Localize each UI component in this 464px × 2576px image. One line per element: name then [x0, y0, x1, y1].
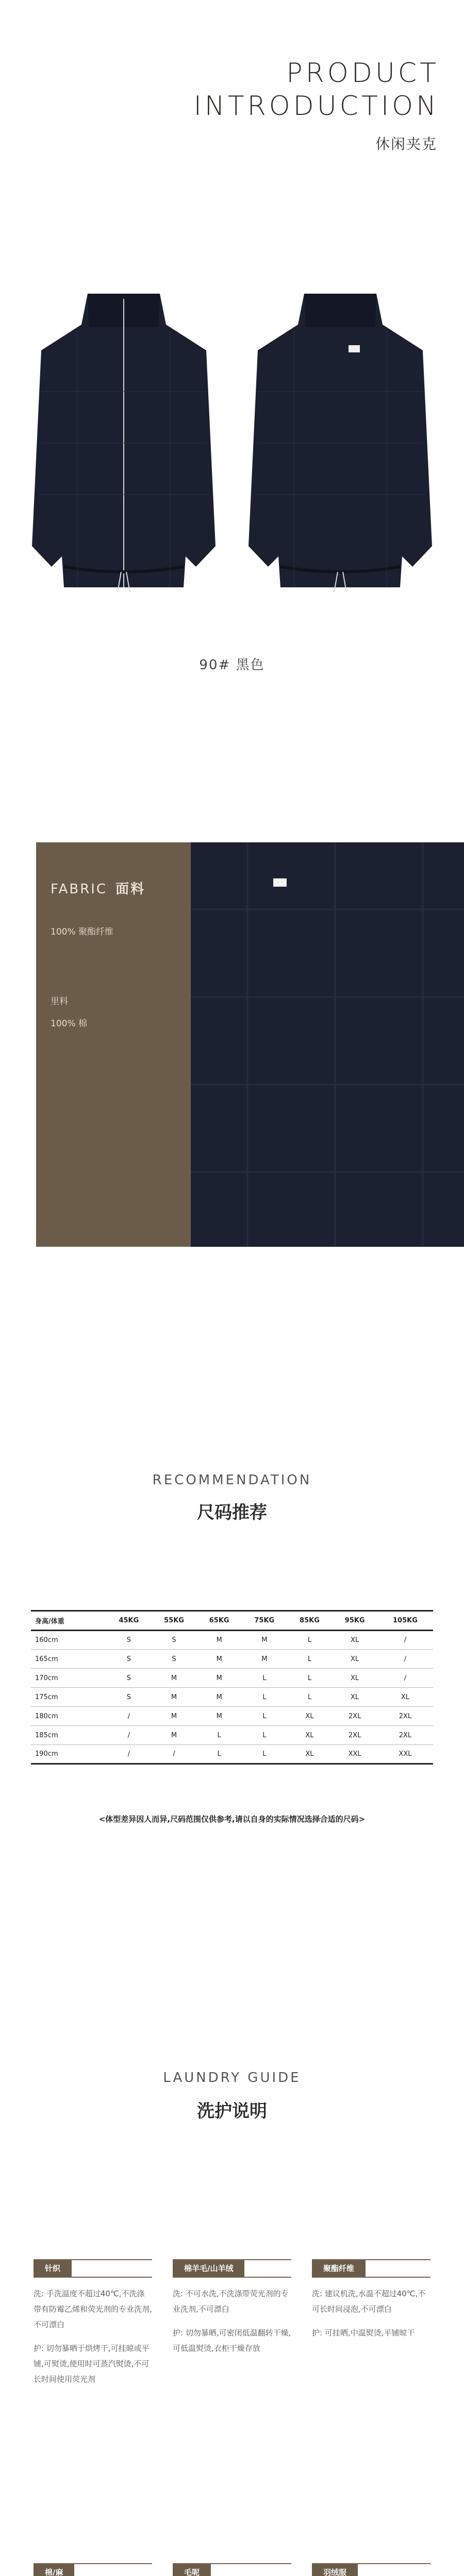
recommendation-title-cn: 尺码推荐 [197, 1502, 267, 1523]
fabric-lining-label: 里料 [51, 996, 68, 1007]
care-card [312, 2563, 430, 2576]
care-text: 洗: 手洗温度不超过40℃,不洗涤带有防霉乙烯和荧光剂的专业洗剂,不可漂白 [34, 2289, 152, 2329]
size-cell: XL [377, 1688, 433, 1707]
size-row [31, 1650, 433, 1669]
care-tag: 棉/麻 [34, 2564, 74, 2576]
size-cell: 175cm [31, 1688, 106, 1707]
size-cell: / [152, 1745, 197, 1764]
fabric-title [51, 878, 176, 897]
color-label: 90# 黑色 [199, 657, 265, 673]
title-line1: PRODUCT [286, 58, 439, 89]
size-col-header: 55KG [152, 1611, 197, 1631]
size-cell: M [152, 1707, 197, 1726]
size-cell: M [242, 1650, 287, 1669]
size-col-header: 75KG [242, 1611, 287, 1631]
fabric-lining: 100% 棉 [51, 1019, 88, 1029]
care-card-header [34, 2563, 152, 2576]
size-cell: L [196, 1745, 242, 1764]
jacket-back-image [247, 278, 433, 598]
size-cell: XL [287, 1726, 333, 1745]
size-col-header: 45KG [106, 1611, 152, 1631]
size-table [31, 1610, 433, 1765]
size-cell: M [196, 1650, 242, 1669]
laundry-title-cn: 洗护说明 [197, 2101, 267, 2122]
fabric-title-en: FABRIC [51, 882, 108, 897]
care-text: 洗: 建议机洗,水温不超过40℃,不可长时间浸泡,不可漂白 [312, 2289, 426, 2314]
size-cell: XL [332, 1650, 377, 1669]
care-text: 护: 切勿暴晒,可密闭低温翻转干燥,可低温熨烫,衣柜干燥存放 [173, 2328, 291, 2353]
size-cell: L [287, 1650, 333, 1669]
care-card [34, 2259, 152, 2387]
care-tag: 针织 [34, 2260, 72, 2277]
size-cell: 190cm [31, 1745, 106, 1764]
size-cell: L [287, 1688, 333, 1707]
product-subtitle: 休闲夹克 [375, 135, 437, 152]
size-cell: M [152, 1669, 197, 1688]
title-line2: INTRODUCTION [193, 91, 439, 122]
size-cell: 165cm [31, 1650, 106, 1669]
size-cell: 160cm [31, 1631, 106, 1650]
size-cell: M [196, 1669, 242, 1688]
size-note: <体型差异因人而异,尺码范围仅供参考,请以自身的实际情况选择合适的尺码> [98, 1815, 366, 1824]
size-cell: XL [287, 1745, 333, 1764]
fabric-section [36, 842, 464, 1247]
size-cell: XL [332, 1631, 377, 1650]
size-cell: XXL [377, 1745, 433, 1764]
jacket-front-image [31, 278, 217, 598]
size-cell: S [106, 1669, 152, 1688]
size-cell: L [242, 1688, 287, 1707]
care-card [34, 2563, 152, 2576]
size-cell: 2XL [377, 1726, 433, 1745]
size-cell: XL [287, 1707, 333, 1726]
care-card [173, 2563, 291, 2576]
care-tag: 羽绒服 [312, 2564, 358, 2576]
size-cell: / [377, 1669, 433, 1688]
size-cell: M [196, 1631, 242, 1650]
care-tag: 聚酯纤维 [312, 2260, 366, 2277]
size-cell: S [106, 1688, 152, 1707]
size-row [31, 1688, 433, 1707]
size-cell: L [242, 1745, 287, 1764]
size-col-header: 105KG [377, 1611, 433, 1631]
size-cell: XL [332, 1688, 377, 1707]
size-cell: L [242, 1669, 287, 1688]
fabric-shell: 100% 聚酯纤维 [51, 927, 114, 937]
fabric-info-panel [36, 842, 191, 1247]
care-text: 护: 切勿暴晒于烘烤干,可挂晾或平铺,可熨烫,使用时可蒸汽熨烫,不可长时间使用荧光剂 [34, 2344, 150, 2384]
size-row [31, 1631, 433, 1650]
size-row [31, 1707, 433, 1726]
size-cell: S [152, 1631, 197, 1650]
care-card [173, 2259, 291, 2356]
size-cell: M [196, 1688, 242, 1707]
size-cell: L [242, 1726, 287, 1745]
size-cell: / [377, 1650, 433, 1669]
size-cell: 170cm [31, 1669, 106, 1688]
fabric-closeup-image [191, 842, 464, 1247]
size-cell: 2XL [377, 1707, 433, 1726]
size-col-header: 95KG [332, 1611, 377, 1631]
care-card-header [34, 2259, 152, 2278]
size-cell: 180cm [31, 1707, 106, 1726]
recommendation-title-en: RECOMMENDATION [152, 1472, 312, 1488]
size-cell: M [152, 1688, 197, 1707]
size-table-header [31, 1611, 433, 1631]
size-cell: 2XL [332, 1726, 377, 1745]
size-col-header: 身高/体重 [31, 1611, 106, 1631]
size-cell: L [287, 1631, 333, 1650]
size-cell: S [152, 1650, 197, 1669]
care-card [312, 2259, 430, 2341]
size-cell: XXL [332, 1745, 377, 1764]
care-card-header [173, 2563, 291, 2576]
care-tag: 毛呢 [173, 2564, 211, 2576]
care-card-header [312, 2563, 430, 2576]
size-cell: M [196, 1707, 242, 1726]
fabric-title-cn: 面料 [115, 882, 146, 897]
laundry-title-en: LAUNDRY GUIDE [163, 2070, 301, 2086]
size-cell: L [242, 1707, 287, 1726]
size-cell: XL [332, 1669, 377, 1688]
size-col-header: 85KG [287, 1611, 333, 1631]
size-row [31, 1669, 433, 1688]
size-cell: M [242, 1631, 287, 1650]
care-card-header [173, 2259, 291, 2278]
size-cell: 2XL [332, 1707, 377, 1726]
size-cell: / [106, 1707, 152, 1726]
size-cell: 185cm [31, 1726, 106, 1745]
size-cell: M [152, 1726, 197, 1745]
care-text: 护: 可挂晒,中温熨烫,平铺晾干 [312, 2328, 415, 2337]
size-cell: L [287, 1669, 333, 1688]
size-cell: / [106, 1726, 152, 1745]
size-row [31, 1726, 433, 1745]
size-cell: S [106, 1650, 152, 1669]
size-row [31, 1745, 433, 1764]
size-cell: / [106, 1745, 152, 1764]
size-cell: S [106, 1631, 152, 1650]
size-cell: L [196, 1726, 242, 1745]
size-cell: / [377, 1631, 433, 1650]
care-tag: 棉羊毛/山羊绒 [173, 2260, 244, 2277]
size-col-header: 65KG [196, 1611, 242, 1631]
care-text: 洗: 不可水洗,不洗涤带荧光剂的专业洗剂,不可漂白 [173, 2289, 289, 2314]
care-card-header [312, 2259, 430, 2278]
